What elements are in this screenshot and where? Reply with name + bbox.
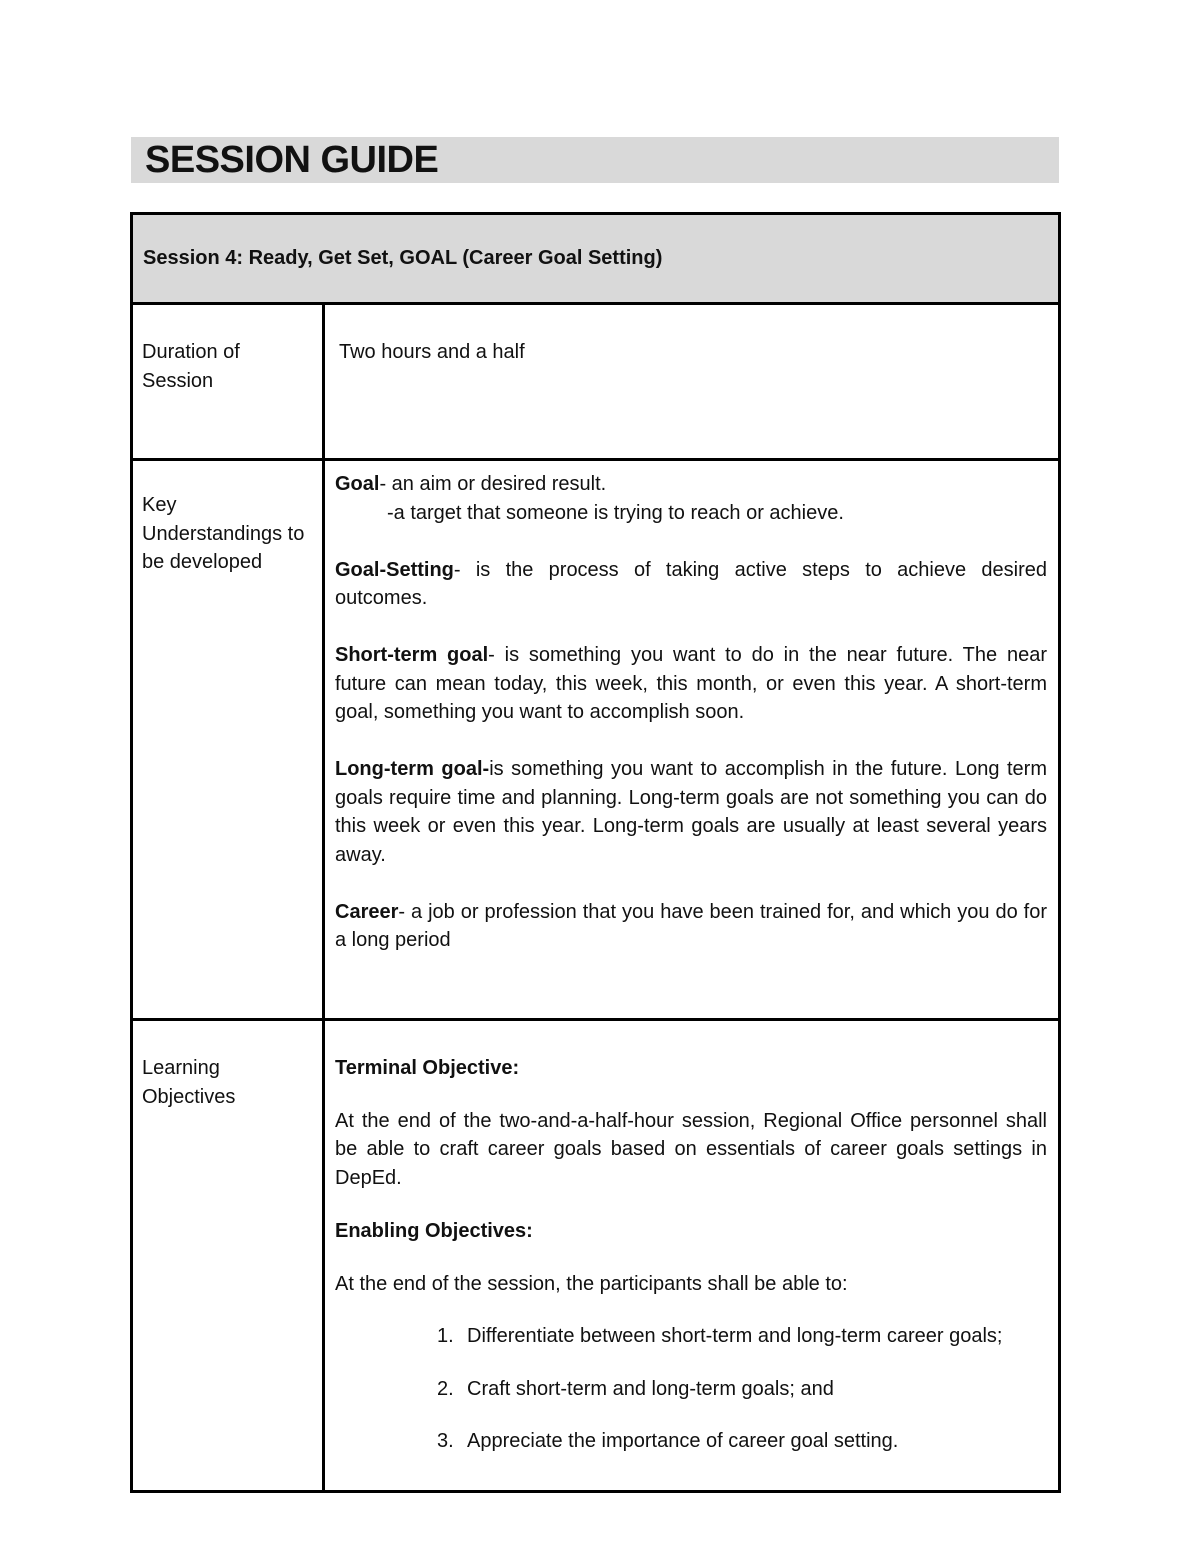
duration-row	[132, 304, 1060, 460]
session-guide-table	[130, 212, 1061, 1493]
definition-term: Career	[335, 900, 399, 923]
key-understandings-row	[132, 460, 1060, 1020]
list-item-text: Appreciate the importance of career goal setting.	[467, 1430, 899, 1452]
key-understandings-content	[324, 460, 1060, 1020]
list-item	[437, 1375, 1047, 1404]
definition-text: - is something you want to do in the near future. The near future can mean today, this week, this month, or even this year. A short-term goal, something you want to accomplish soon.	[335, 644, 1047, 723]
session-header: Session 4: Ready, Get Set, GOAL (Career Goal Setting)	[132, 214, 1060, 304]
definition-career	[335, 898, 1047, 955]
enabling-objectives-list	[335, 1322, 1047, 1456]
terminal-objective-heading: Terminal Objective:	[335, 1057, 520, 1079]
list-item	[437, 1427, 1047, 1456]
definition-text: - a job or profession that you have been trained for, and which you do for a long period	[335, 900, 1047, 951]
definition-term: Goal-Setting	[335, 558, 454, 581]
definition-long-term-goal	[335, 755, 1047, 869]
list-item-number: 2.	[437, 1377, 454, 1400]
enabling-objectives-heading: Enabling Objectives:	[335, 1220, 533, 1242]
list-item-number: 1.	[437, 1325, 454, 1347]
duration-value: Two hours and a half	[339, 341, 525, 363]
definition-goal	[335, 470, 1047, 527]
learning-objectives-content	[324, 1020, 1060, 1492]
learning-objectives-label: Learning Objectives	[132, 1020, 324, 1492]
definition-text: - an aim or desired result.	[379, 473, 607, 495]
definition-goal-setting	[335, 556, 1047, 613]
list-item-text: Craft short-term and long-term goals; and	[467, 1377, 834, 1400]
definition-term: Short-term goal	[335, 644, 489, 666]
definition-text: is something you want to accomplish in the future. Long term goals require time and planning. Long-term goals are not something you can do this week or even this year. Long-term goals are usually at least several years away.	[335, 758, 1047, 866]
list-item	[437, 1322, 1047, 1351]
terminal-objective-text: At the end of the two-and-a-half-hour session, Regional Office personnel shall be able to craft career goals based on essentials of career goals settings in DepEd.	[335, 1109, 1047, 1189]
learning-objectives-row	[132, 1020, 1060, 1492]
duration-cell	[324, 304, 1060, 460]
session-header-row	[132, 214, 1060, 304]
page-title: SESSION GUIDE	[145, 139, 439, 181]
list-item-number: 3.	[437, 1430, 454, 1452]
enabling-objectives-intro: At the end of the session, the participants shall be able to:	[335, 1272, 848, 1295]
definition-term: Goal	[335, 473, 380, 495]
list-item-text: Differentiate between short-term and long-term career goals;	[467, 1325, 1003, 1347]
definition-text: - is the process of taking active steps to achieve desired outcomes.	[335, 558, 1047, 609]
definition-extra: -a target that someone is trying to reach or achieve.	[387, 501, 844, 524]
key-understandings-label: Key Understandings to be developed	[132, 460, 324, 1020]
definition-short-term-goal	[335, 641, 1047, 727]
definition-term: Long-term goal-	[335, 758, 490, 780]
duration-label: Duration of Session	[132, 304, 324, 460]
title-bar	[131, 137, 1059, 183]
